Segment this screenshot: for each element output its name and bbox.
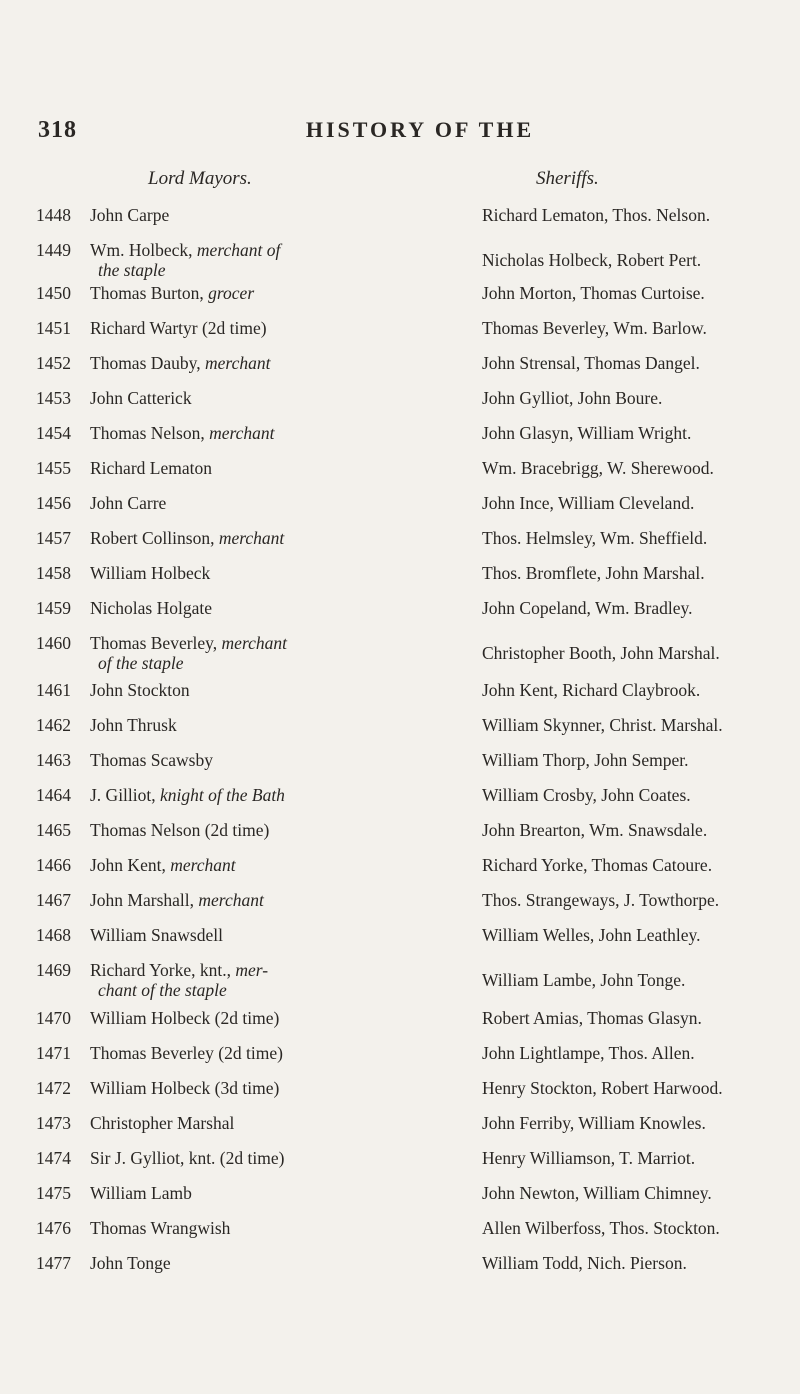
- entry-year: 1470: [36, 1008, 71, 1028]
- entry-sheriffs: William Crosby, John Coates.: [482, 785, 691, 805]
- entry-year: 1476: [36, 1218, 71, 1238]
- lord-mayor-name: John Marshall,: [90, 890, 199, 910]
- entry-lord-mayor: [90, 960, 450, 1000]
- entry-year: 1450: [36, 283, 71, 303]
- entry-sheriffs: John Gylliot, John Boure.: [482, 388, 663, 408]
- entry-lord-mayor: [90, 353, 450, 373]
- lord-mayor-name: William Holbeck: [90, 563, 211, 583]
- lord-mayor-name: Thomas Scawsby: [90, 750, 213, 770]
- entry-sheriffs: Thomas Beverley, Wm. Barlow.: [482, 318, 707, 338]
- lord-mayor-name: Thomas Burton,: [90, 283, 209, 303]
- lord-mayor-occupation: merchant: [218, 528, 285, 548]
- entry-lord-mayor: [90, 388, 450, 408]
- lord-mayor-name: John Thrusk: [90, 715, 177, 735]
- entry-year: 1466: [36, 855, 71, 875]
- entry-lord-mayor: [90, 1113, 450, 1133]
- entry-sheriffs: John Copeland, Wm. Bradley.: [482, 598, 693, 618]
- entry-year: 1453: [36, 388, 71, 408]
- entry-sheriffs: John Lightlampe, Thos. Allen.: [482, 1043, 695, 1063]
- entry-year: 1462: [36, 715, 71, 735]
- entry-lord-mayor: [90, 1148, 450, 1168]
- entry-lord-mayor: [90, 283, 450, 303]
- entry-year: 1477: [36, 1253, 71, 1273]
- page-number: 318: [38, 117, 77, 143]
- lord-mayor-name: William Holbeck (2d time): [90, 1008, 280, 1028]
- entry-lord-mayor: [90, 318, 450, 338]
- lord-mayor-occupation: grocer: [208, 283, 255, 303]
- lord-mayor-name: Thomas Wrangwish: [90, 1218, 231, 1238]
- lord-mayor-name: Robert Collinson,: [90, 528, 219, 548]
- entry-lord-mayor: [90, 820, 450, 840]
- entry-lord-mayor: [90, 1078, 450, 1098]
- entry-lord-mayor: [90, 855, 450, 875]
- entry-year: 1469: [36, 960, 71, 980]
- entry-sheriffs: William Todd, Nich. Pierson.: [482, 1253, 687, 1273]
- entry-lord-mayor: [90, 205, 450, 225]
- lord-mayor-occupation-cont: the staple: [98, 260, 166, 280]
- entry-lord-mayor: [90, 715, 450, 735]
- entry-sheriffs: Wm. Bracebrigg, W. Sherewood.: [482, 458, 714, 478]
- lord-mayor-name: Thomas Nelson,: [90, 423, 210, 443]
- entry-sheriffs: William Welles, John Leathley.: [482, 925, 701, 945]
- lord-mayor-occupation: mer-: [235, 960, 269, 980]
- header-lord-mayors: Lord Mayors.: [148, 168, 252, 189]
- entry-year: 1461: [36, 680, 71, 700]
- entry-sheriffs: William Skynner, Christ. Marshal.: [482, 715, 723, 735]
- entry-sheriffs: Henry Stockton, Robert Harwood.: [482, 1078, 723, 1098]
- entry-year: 1460: [36, 633, 71, 653]
- lord-mayor-occupation-cont: of the staple: [98, 653, 184, 673]
- entry-sheriffs: John Brearton, Wm. Snawsdale.: [482, 820, 708, 840]
- entry-sheriffs: Nicholas Holbeck, Robert Pert.: [482, 250, 702, 270]
- lord-mayor-occupation: knight of the Bath: [160, 785, 285, 805]
- entry-sheriffs: Richard Lematon, Thos. Nelson.: [482, 205, 711, 225]
- lord-mayor-occupation: merchant: [209, 423, 275, 443]
- entry-sheriffs: John Newton, William Chimney.: [482, 1183, 712, 1203]
- entry-lord-mayor: [90, 750, 450, 770]
- lord-mayor-name: Christopher Marshal: [90, 1113, 235, 1133]
- lord-mayor-occupation-cont: chant of the staple: [98, 980, 227, 1000]
- entry-sheriffs: John Glasyn, William Wright.: [482, 423, 692, 443]
- entry-year: 1474: [36, 1148, 71, 1168]
- lord-mayor-occupation: merchant: [221, 633, 287, 653]
- entry-sheriffs: John Ince, William Cleveland.: [482, 493, 695, 513]
- entry-lord-mayor: [90, 1218, 450, 1238]
- lord-mayor-name: Wm. Holbeck,: [90, 240, 197, 260]
- lord-mayor-occupation: merchant: [198, 890, 264, 910]
- entry-year: 1448: [36, 205, 71, 225]
- entry-sheriffs: Henry Williamson, T. Marriot.: [482, 1148, 696, 1168]
- lord-mayor-name: William Lamb: [90, 1183, 192, 1203]
- lord-mayor-name: Sir J. Gylliot, knt. (2d time): [90, 1148, 285, 1168]
- lord-mayor-name: William Snawsdell: [90, 925, 223, 945]
- lord-mayor-name: William Holbeck (3d time): [90, 1078, 280, 1098]
- entry-lord-mayor: [90, 423, 450, 443]
- entry-sheriffs: Thos. Helmsley, Wm. Sheffield.: [482, 528, 708, 548]
- lord-mayor-name: Nicholas Holgate: [90, 598, 212, 618]
- entry-sheriffs: William Thorp, John Semper.: [482, 750, 689, 770]
- lord-mayor-occupation: merchant: [170, 855, 236, 875]
- entry-year: 1464: [36, 785, 71, 805]
- entry-year: 1465: [36, 820, 71, 840]
- entry-sheriffs: John Kent, Richard Claybrook.: [482, 680, 701, 700]
- entry-lord-mayor: [90, 890, 450, 910]
- lord-mayor-name: John Carpe: [90, 205, 170, 225]
- entry-sheriffs: Thos. Strangeways, J. Towthorpe.: [482, 890, 720, 910]
- entry-lord-mayor: [90, 528, 450, 548]
- entry-year: 1451: [36, 318, 71, 338]
- entry-lord-mayor: [90, 240, 450, 280]
- running-head: HISTORY OF THE: [305, 117, 535, 142]
- entry-year: 1463: [36, 750, 71, 770]
- entry-lord-mayor: [90, 1008, 450, 1028]
- entry-year: 1467: [36, 890, 71, 910]
- entry-year: 1454: [36, 423, 71, 443]
- entry-year: 1449: [36, 240, 71, 260]
- entry-lord-mayor: [90, 598, 450, 618]
- entry-sheriffs: Robert Amias, Thomas Glasyn.: [482, 1008, 702, 1028]
- entry-lord-mayor: [90, 785, 450, 805]
- entry-year: 1475: [36, 1183, 71, 1203]
- entry-sheriffs: John Ferriby, William Knowles.: [482, 1113, 706, 1133]
- entry-year: 1458: [36, 563, 71, 583]
- entry-year: 1457: [36, 528, 71, 548]
- lord-mayor-name: Richard Yorke, knt.,: [90, 960, 236, 980]
- lord-mayor-name: Richard Wartyr (2d time): [90, 318, 267, 338]
- header-sheriffs: Sheriffs.: [536, 168, 599, 189]
- lord-mayor-name: Richard Lematon: [90, 458, 212, 478]
- lord-mayor-name: Thomas Nelson (2d time): [90, 820, 270, 840]
- entry-year: 1472: [36, 1078, 71, 1098]
- entry-year: 1452: [36, 353, 71, 373]
- lord-mayor-name: John Tonge: [90, 1253, 171, 1273]
- entry-year: 1455: [36, 458, 71, 478]
- entry-year: 1459: [36, 598, 71, 618]
- lord-mayor-name: Thomas Beverley,: [90, 633, 222, 653]
- entry-lord-mayor: [90, 1043, 450, 1063]
- lord-mayor-name: John Carre: [90, 493, 167, 513]
- entry-sheriffs: Thos. Bromflete, John Marshal.: [482, 563, 705, 583]
- entry-sheriffs: William Lambe, John Tonge.: [482, 970, 686, 990]
- entry-lord-mayor: [90, 458, 450, 478]
- entry-lord-mayor: [90, 925, 450, 945]
- entry-year: 1468: [36, 925, 71, 945]
- lord-mayor-name: Thomas Dauby,: [90, 353, 206, 373]
- entry-lord-mayor: [90, 493, 450, 513]
- entry-year: 1471: [36, 1043, 71, 1063]
- lord-mayor-name: J. Gilliot,: [90, 785, 161, 805]
- lord-mayor-name: Thomas Beverley (2d time): [90, 1043, 283, 1063]
- lord-mayor-name: John Catterick: [90, 388, 192, 408]
- entry-year: 1456: [36, 493, 71, 513]
- lord-mayor-name: John Stockton: [90, 680, 190, 700]
- lord-mayor-name: John Kent,: [90, 855, 171, 875]
- entry-sheriffs: John Morton, Thomas Curtoise.: [482, 283, 705, 303]
- lord-mayor-occupation: merchant: [205, 353, 271, 373]
- entry-sheriffs: Richard Yorke, Thomas Catoure.: [482, 855, 713, 875]
- entry-lord-mayor: [90, 563, 450, 583]
- entry-lord-mayor: [90, 1183, 450, 1203]
- entry-sheriffs: Allen Wilberfoss, Thos. Stockton.: [482, 1218, 720, 1238]
- lord-mayor-occupation: merchant of: [196, 240, 281, 260]
- entry-sheriffs: John Strensal, Thomas Dangel.: [482, 353, 700, 373]
- entry-year: 1473: [36, 1113, 71, 1133]
- entry-lord-mayor: [90, 1253, 450, 1273]
- entry-sheriffs: Christopher Booth, John Marshal.: [482, 643, 720, 663]
- entry-lord-mayor: [90, 633, 450, 673]
- entry-lord-mayor: [90, 680, 450, 700]
